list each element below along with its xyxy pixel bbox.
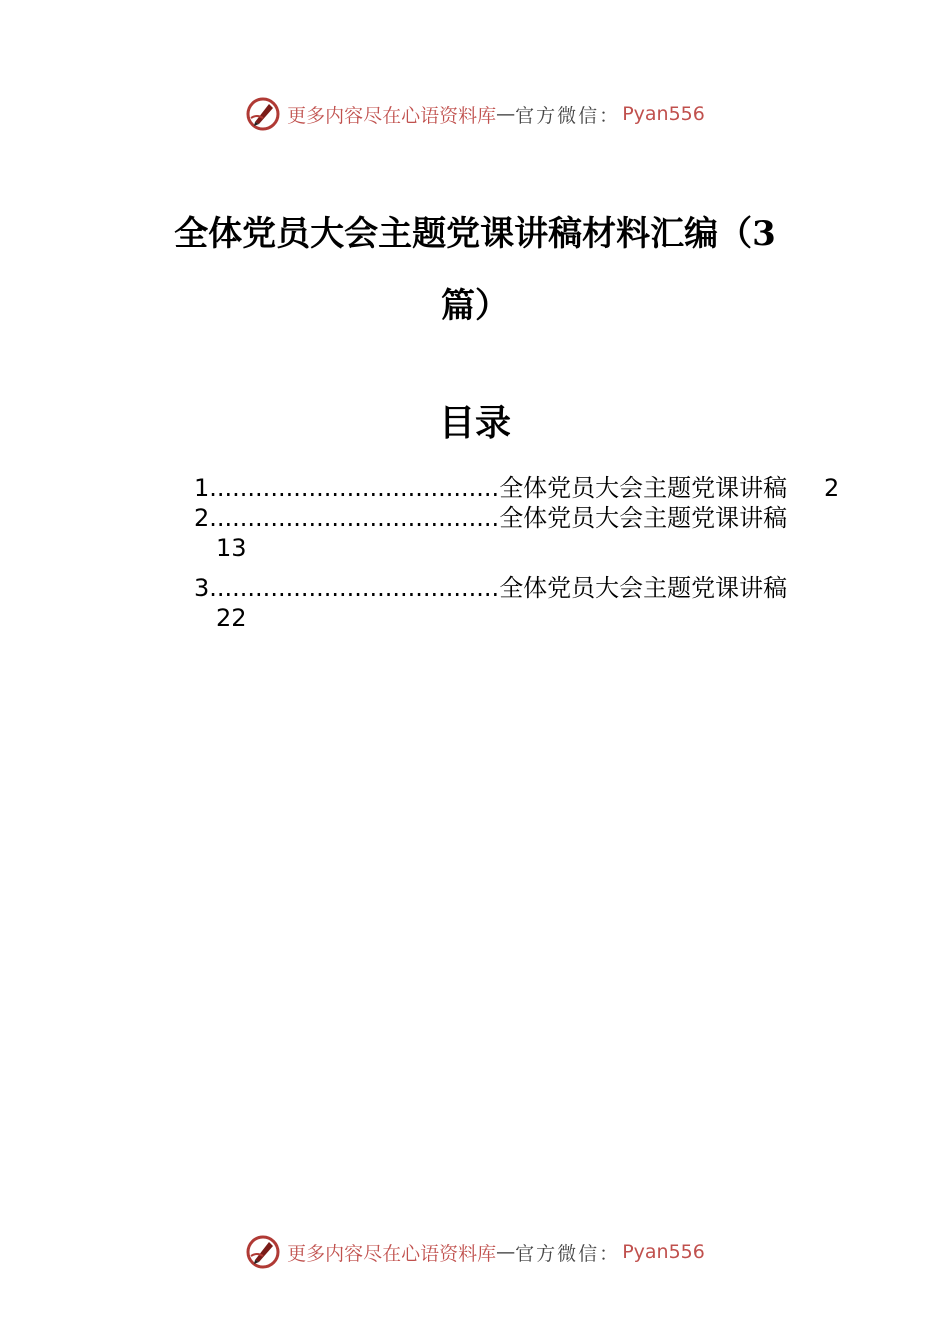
toc-entry-page: 2 — [824, 474, 840, 502]
pen-nib-seal-icon — [245, 1234, 281, 1270]
footer-banner — [0, 1232, 950, 1272]
toc-entry-page: 22 — [216, 604, 247, 632]
toc-entry-2[interactable] — [194, 503, 854, 563]
toc-entry-page: 13 — [216, 534, 247, 562]
banner-official-label: 官方微信： — [515, 1242, 621, 1265]
banner-separator: — — [496, 1241, 516, 1263]
toc-entry-3[interactable] — [194, 573, 854, 633]
toc-entry-label: 全体党员大会主题党课讲稿 — [499, 504, 788, 532]
banner-text: 更多内容尽在心语资料库 — [287, 104, 497, 127]
document-title-line-1: 全体党员大会主题党课讲稿材料汇编（3 — [174, 214, 776, 254]
document-title-line-2: 篇） — [441, 286, 509, 326]
toc-entry-label: 全体党员大会主题党课讲稿 — [499, 574, 788, 602]
document-title — [150, 198, 800, 342]
toc-entry-leader: ...................................... — [209, 574, 500, 602]
banner-wechat-id: Pyan556 — [622, 1241, 705, 1263]
toc-entry-label: 全体党员大会主题党课讲稿 — [499, 474, 788, 502]
toc-entry-number: 3 — [194, 574, 210, 602]
banner-official-label: 官方微信： — [515, 104, 621, 127]
toc-entry-leader: ...................................... — [209, 504, 500, 532]
toc-entry-leader: ...................................... — [209, 474, 500, 502]
toc-entry-1[interactable] — [194, 473, 854, 503]
toc-entry-number: 1 — [194, 474, 210, 502]
banner-wechat-id: Pyan556 — [622, 103, 705, 125]
header-banner — [0, 94, 950, 134]
pen-nib-seal-icon — [245, 96, 281, 132]
banner-text: 更多内容尽在心语资料库 — [287, 1242, 497, 1265]
toc-heading: 目录 — [438, 402, 511, 444]
toc-entry-number: 2 — [194, 504, 210, 532]
banner-separator: — — [496, 103, 516, 125]
table-of-contents — [194, 473, 854, 633]
